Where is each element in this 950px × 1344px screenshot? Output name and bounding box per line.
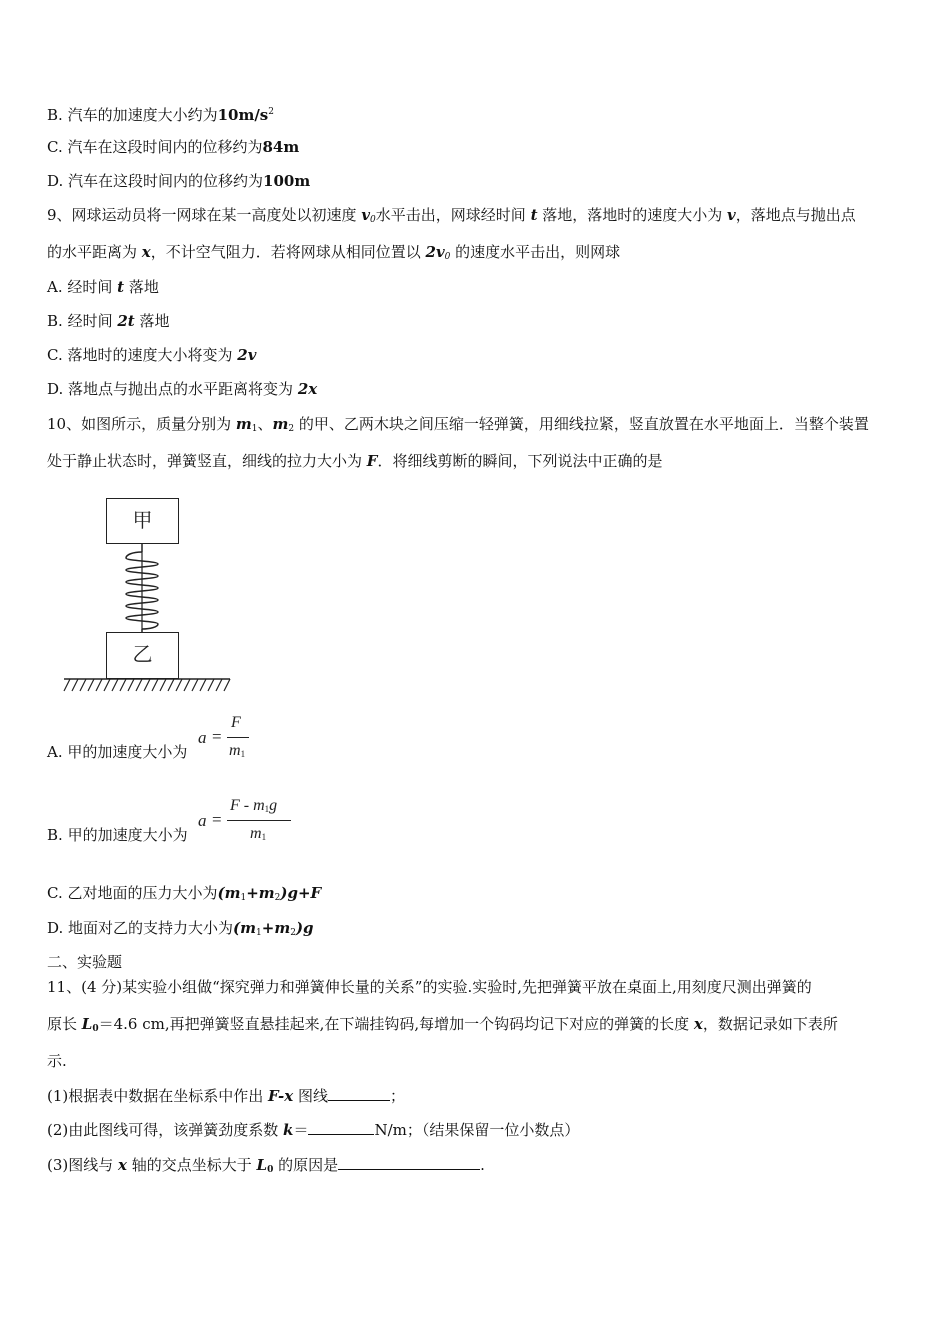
q9-option-d [47, 379, 906, 399]
q9-stem-line-2 [47, 242, 906, 267]
block-label: 甲 [132, 508, 153, 532]
subscript: 0 [267, 1165, 274, 1175]
option-value: )g [295, 919, 314, 937]
option-text: 乙对地面的压力大小为 [67, 884, 218, 902]
math-var: x [693, 1015, 703, 1033]
subscript: 0 [92, 1024, 99, 1034]
text: ，落地点与抛出点 [735, 206, 856, 224]
q10-option-a [47, 742, 906, 762]
math-op: = [212, 810, 222, 829]
fraction-bar [227, 820, 291, 821]
option-prefix: D. [47, 380, 69, 398]
option-value: (m [217, 884, 241, 902]
q10-option-d [47, 918, 906, 943]
answer-blank[interactable] [328, 1086, 390, 1101]
text: 原长 [47, 1015, 82, 1033]
option-text: 甲的加速度大小为 [67, 743, 188, 761]
superscript: 2 [268, 107, 274, 117]
q10-stem-line-2 [47, 451, 906, 471]
math-var: L [81, 1015, 93, 1033]
q10-option-c [47, 883, 906, 908]
option-prefix: B. [47, 312, 68, 330]
text: 11、(4 分)某实验小组做“探究弹力和弹簧伸长量的关系”的实验.实验时,先把弹簧平放在桌面上,用刻度尺测出弹簧的 [47, 978, 812, 996]
q8-option-d [47, 171, 906, 191]
option-prefix: C. [47, 884, 68, 902]
math-var: F-x [268, 1087, 294, 1105]
fraction-denominator: m [229, 742, 241, 759]
q9-stem-line-1 [47, 205, 906, 230]
text: 的甲、乙两木块之间压缩一轻弹簧，用细线拉紧，竖直放置在水平地面上．当整个装置 [294, 415, 869, 433]
math-var: 2v [425, 243, 445, 261]
q9-option-a [47, 277, 906, 297]
fraction-numerator: g [269, 797, 278, 814]
text: 的速度水平击出，则网球 [450, 243, 621, 261]
option-value: 100m [263, 172, 311, 190]
text: 示. [47, 1052, 67, 1070]
text: (2)由此图线可得，该弹簧劲度系数 [47, 1121, 284, 1139]
option-value: 2t [117, 312, 135, 330]
q9-option-b [47, 311, 906, 331]
math-var: m [235, 415, 252, 433]
text: 图线 [293, 1087, 328, 1105]
option-value: 2v [237, 346, 257, 364]
option-text: 落地点与抛出点的水平距离将变为 [68, 380, 298, 398]
subscript: 0 [370, 215, 376, 225]
subscript: 1 [256, 928, 262, 938]
math-var: a [198, 728, 207, 747]
option-value: +m [261, 919, 291, 937]
q11-stem-line-2 [47, 1014, 906, 1039]
math-var: x [141, 243, 151, 261]
math-var: L [256, 1156, 268, 1174]
option-value: +m [246, 884, 275, 902]
option-value: (m [233, 919, 257, 937]
option-prefix: A. [47, 743, 68, 761]
subscript: 2 [288, 424, 295, 434]
text: ＝4.6 cm,再把弹簧竖直悬挂起来,在下端挂钩码,每增加一个钩码均记下对应的弹簧的长度 [98, 1015, 694, 1033]
math-var: m [272, 415, 289, 433]
text: (1)根据表中数据在坐标系中作出 [47, 1087, 269, 1105]
subscript: 1 [240, 893, 247, 903]
fraction-numerator: F - m [230, 797, 265, 814]
option-text: 落地 [134, 312, 170, 330]
text: ．将细线剪断的瞬间，下列说法中正确的是 [377, 452, 663, 470]
option-prefix: A. [47, 278, 68, 296]
q11-part-3 [47, 1155, 906, 1180]
text: 轴的交点坐标大于 [126, 1156, 257, 1174]
spring-block-figure [60, 495, 235, 695]
option-value: 84m [262, 138, 300, 156]
text: 水平击出，网球经时间 [375, 206, 531, 224]
option-value: t [117, 278, 125, 296]
q11-part-1 [47, 1086, 906, 1106]
option-text: 落地时的速度大小将变为 [67, 346, 238, 364]
text: ＝ [293, 1121, 309, 1139]
answer-blank[interactable] [308, 1120, 374, 1135]
text: ； [389, 1087, 405, 1105]
subscript: 1 [240, 749, 246, 759]
q11-stem-line-1 [47, 977, 906, 997]
section-title [47, 952, 906, 972]
option-text: 地面对乙的支持力大小为 [68, 919, 234, 937]
math-var: v [727, 206, 736, 224]
option-prefix: C. [47, 346, 68, 364]
option-prefix: D. [47, 172, 69, 190]
math-var: a [198, 811, 207, 830]
text: 的水平距离为 [47, 243, 142, 261]
option-text: 汽车在这段时间内的位移约为 [68, 172, 264, 190]
block-label: 乙 [132, 642, 153, 666]
fraction-denominator: m [250, 825, 262, 842]
text: 的原因是 [273, 1156, 339, 1174]
option-text: 甲的加速度大小为 [67, 826, 188, 844]
q8-option-b [47, 102, 906, 125]
formula-a [198, 714, 268, 768]
subscript: 2 [290, 928, 296, 938]
q9-option-c [47, 345, 906, 365]
text: ，数据记录如下表所 [702, 1015, 838, 1033]
option-text: 落地 [124, 278, 159, 296]
option-text: 经时间 [67, 278, 118, 296]
option-prefix: B. [47, 106, 68, 124]
option-value: 10m/s [217, 106, 269, 124]
math-op: = [212, 727, 222, 746]
option-value: 2x [297, 380, 318, 398]
block-bottom [106, 632, 179, 679]
option-value: )g+F [280, 884, 322, 902]
option-prefix: D. [47, 919, 69, 937]
text: N/m；（结果保留一位小数点） [374, 1121, 580, 1139]
text: 落地，落地时的速度大小为 [537, 206, 728, 224]
text: 、 [257, 415, 273, 433]
text: 处于静止状态时，弹簧竖直，细线的拉力大小为 [47, 452, 367, 470]
option-prefix: C. [47, 138, 68, 156]
subscript: 1 [264, 804, 270, 814]
text: . [480, 1156, 485, 1174]
text: (3)图线与 [47, 1156, 119, 1174]
subscript: 0 [444, 252, 451, 262]
q10-stem-line-1 [47, 414, 906, 439]
math-var: v [361, 206, 371, 224]
q11-part-2 [47, 1120, 906, 1140]
option-text: 汽车的加速度大小约为 [67, 106, 218, 124]
math-var: x [118, 1156, 127, 1174]
option-prefix: B. [47, 826, 68, 844]
section-heading: 二、实验题 [47, 953, 123, 971]
text: ，不计空气阻力．若将网球从相同位置以 [150, 243, 426, 261]
text: 9、网球运动员将一网球在某一高度处以初速度 [47, 206, 362, 224]
q11-stem-line-3 [47, 1051, 906, 1071]
subscript: 1 [251, 424, 258, 434]
option-text: 汽车在这段时间内的位移约为 [67, 138, 263, 156]
formula-b [198, 797, 308, 851]
math-var: F [366, 452, 378, 470]
option-text: 经时间 [67, 312, 118, 330]
text: 10、如图所示，质量分别为 [47, 415, 236, 433]
math-var: k [283, 1121, 294, 1139]
answer-blank[interactable] [338, 1155, 480, 1170]
q8-option-c [47, 137, 906, 157]
math-var: t [530, 206, 538, 224]
fraction-numerator: F [231, 714, 241, 731]
subscript: 1 [261, 832, 267, 842]
fraction-bar [227, 737, 249, 738]
subscript: 2 [274, 893, 281, 903]
q10-option-b [47, 825, 906, 845]
